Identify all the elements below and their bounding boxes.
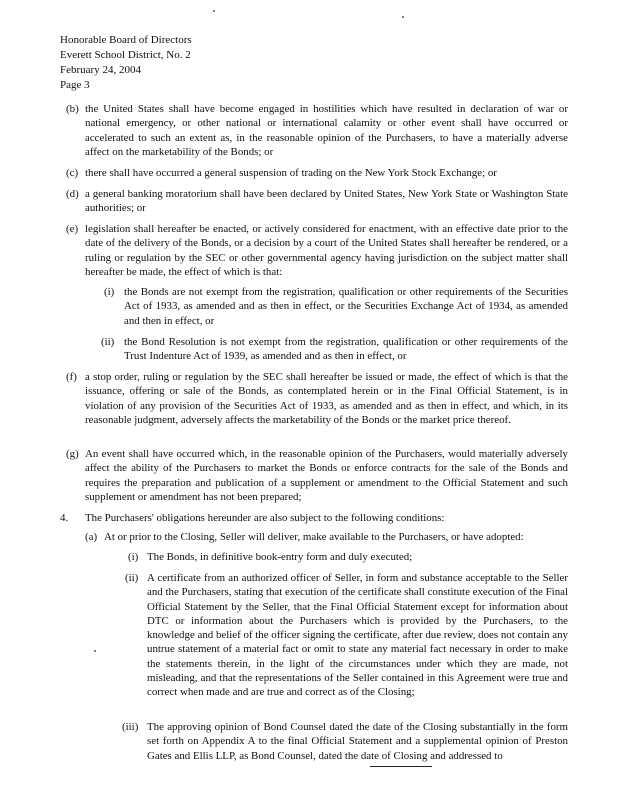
item-label: (b) (66, 103, 79, 115)
condition-a-i: The Bonds, in definitive book-entry form and duly executed; (147, 551, 413, 563)
scan-speck (402, 16, 404, 18)
condition-a-iii: The approving opinion of Bond Counsel dated the date of the Closing substantially in the form set forth on Appendix A to the final Official Statement and a supplemental opinion of Preston Gates and Ellis LLP, as Bond Counsel, dated the date of Closing and addressed to (147, 721, 568, 762)
item-label: (ii) (125, 572, 139, 584)
letter-header (60, 33, 192, 93)
section-number: 4. (60, 512, 69, 524)
clause-c: there shall have occurred a general suspension of trading on the New York Stock Exchange; or (85, 167, 497, 179)
recipient-line: Honorable Board of Directors (60, 34, 192, 46)
condition-a: At or prior to the Closing, Seller will deliver, make available to the Purchasers, or have adopted: (104, 531, 524, 543)
footer-rule (370, 766, 432, 767)
item-label: (d) (66, 188, 79, 200)
item-label: (a) (85, 531, 98, 543)
scan-speck (213, 10, 215, 12)
item-label: (g) (66, 448, 79, 460)
clause-e-i: the Bonds are not exempt from the registration, qualification or other requirements of the Securities Act of 1933, as amended and as then in effect, or the Securities Exchange Act of 1934, as amended and then in effect, or (124, 286, 568, 327)
clause-d: a general banking moratorium shall have been declared by United States, New York State or Washington State authorities; or (85, 188, 568, 215)
clause-f: a stop order, ruling or regulation by the SEC shall hereafter be issued or made, the effect of which is that the issuance, offering or sale of the Bonds, as contemplated herein or in the Final Official Statement, is in violation of any provision of the Securities Act of 1933, as amended and as then in effect, and which, in its reasonable judgment, adversely affects the marketability of the Bonds or the market price thereof. (85, 371, 568, 426)
page-number: Page 3 (60, 79, 90, 91)
condition-a-ii: A certificate from an authorized officer of Seller, in form and substance acceptable to the Seller and the Purchasers, stating that execution of the certificate shall constitute execution of the Final Official Statement by the Seller, that the Final Official Statement except for information about DTC or information about the Purchasers which is provided by the Purchasers, to the knowledge and belief of the officer signing the certificate, after due review, does not contain any untrue statement of a material fact or omit to state any material fact necessary in order to make the statements therein, in the light of the circumstances under which they are made, not misleading, and that the representations of the Seller contained in this Agreement were true and correct when made and are true and correct as of the Closing; (147, 572, 568, 699)
item-label: (iii) (122, 721, 139, 733)
item-label: (i) (128, 551, 139, 563)
clause-e-ii: the Bond Resolution is not exempt from the registration, qualification or other requirements of the Trust Indenture Act of 1939, as amended and as then in effect, or (124, 336, 568, 363)
date-line: February 24, 2004 (60, 64, 141, 76)
item-label: (e) (66, 223, 79, 235)
clause-g: An event shall have occurred which, in the reasonable opinion of the Purchasers, would materially adversely affect the ability of the Purchasers to market the Bonds or enforce contracts for the sale of the Bonds and requires the preparation and publication of a supplement or amendment to the Official Statement and such supplement or amendment has not been prepared; (85, 448, 568, 503)
item-label: (c) (66, 167, 79, 179)
district-line: Everett School District, No. 2 (60, 49, 191, 61)
item-label: (f) (66, 371, 77, 383)
item-label: (ii) (101, 336, 115, 348)
scan-speck (94, 650, 96, 652)
section-4-intro: The Purchasers' obligations hereunder are also subject to the following conditions: (85, 512, 445, 524)
item-label: (i) (104, 286, 115, 298)
clause-e: legislation shall hereafter be enacted, or actively considered for enactment, with an effective date prior to the date of the delivery of the Bonds, or a decision by a court of the United States shall hereafter be rendered, or a ruling or regulation by the SEC or other governmental agency having jurisdiction on the subject matter shall hereafter be made, the effect of which is that: (85, 223, 568, 278)
clause-b: the United States shall have become engaged in hostilities which have resulted in declaration of war or national emergency, or other national or international calamity or other event shall have occurred or accelerated to such an extent as, in the reasonable opinion of the Purchasers, to have a materially adverse affect on the marketability of the Bonds; or (85, 103, 568, 158)
